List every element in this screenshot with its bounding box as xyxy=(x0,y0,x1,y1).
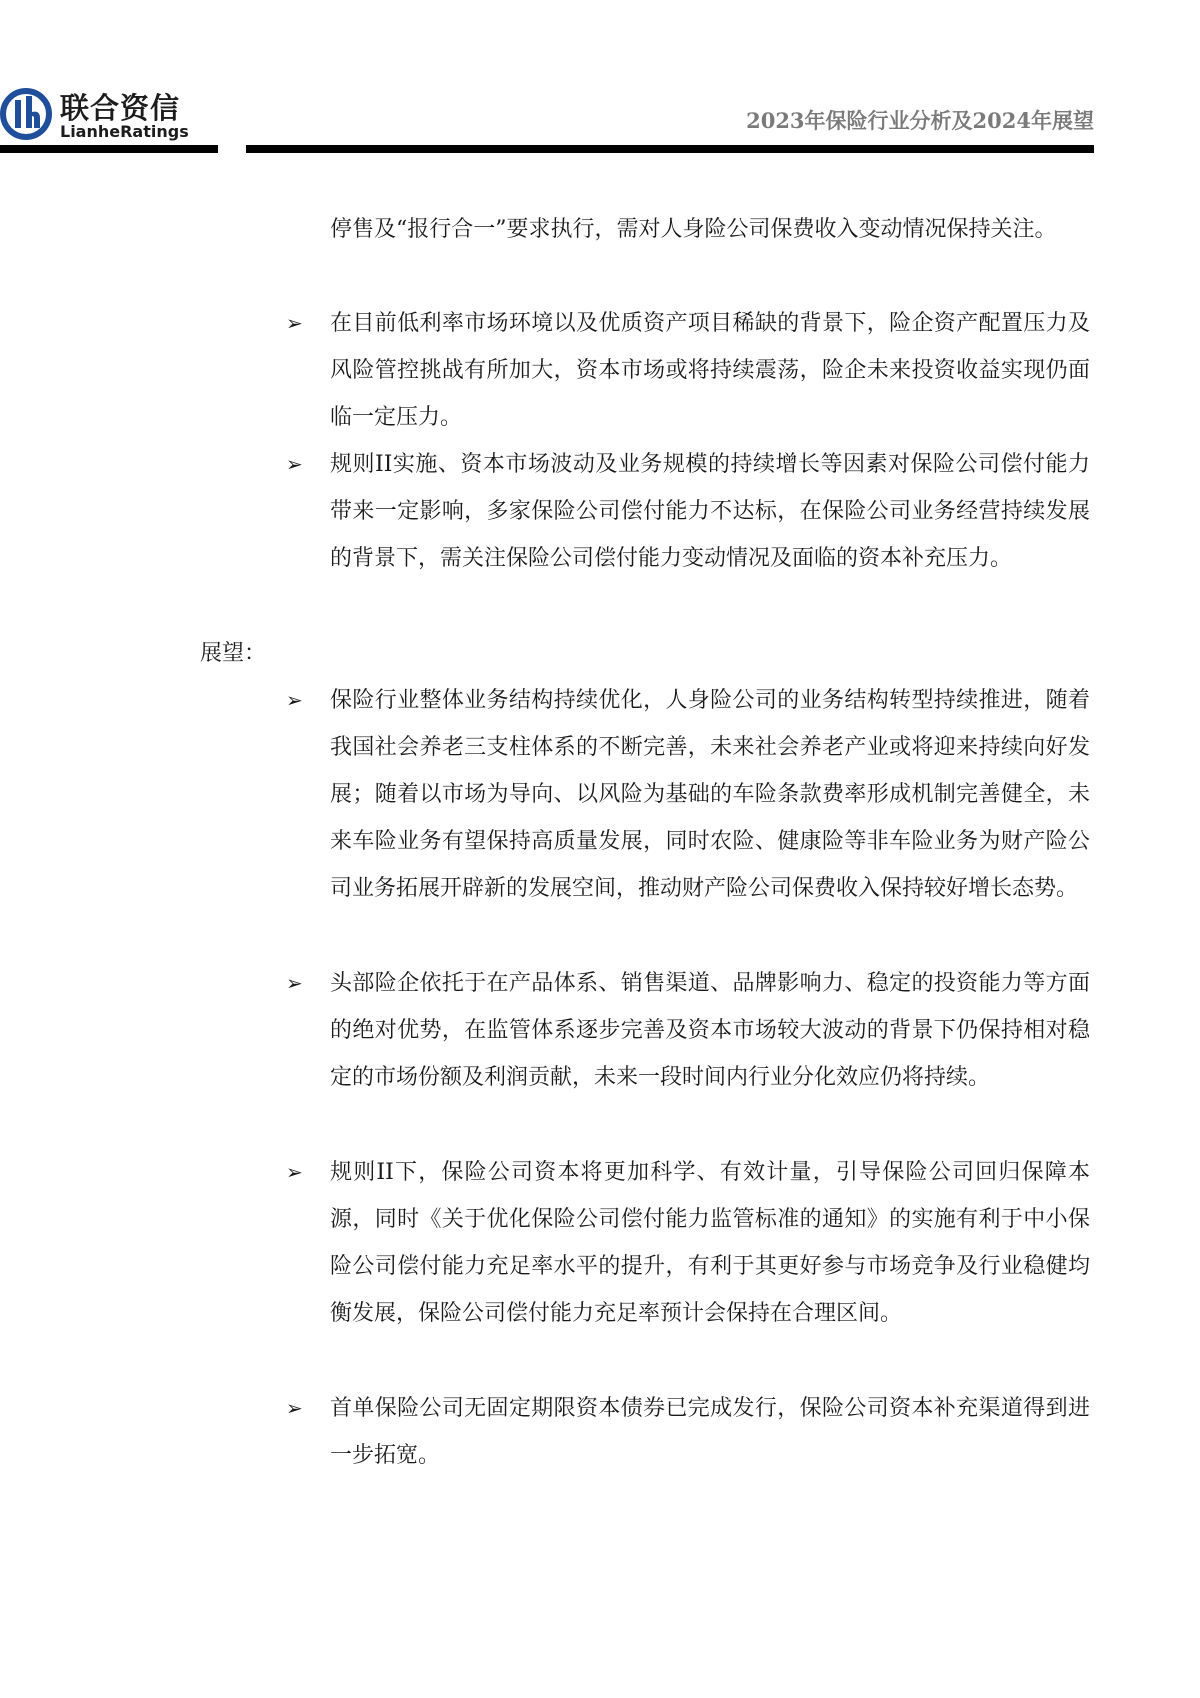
page-header xyxy=(0,0,1200,160)
outlook-heading: 展望： xyxy=(200,641,267,666)
header-rule-right xyxy=(246,145,1094,153)
arrowhead-bullet-icon: ➢ xyxy=(286,1396,303,1420)
logo-english-name: LianheRatings xyxy=(60,122,189,141)
arrowhead-bullet-icon: ➢ xyxy=(286,452,303,476)
lianhe-logo xyxy=(0,88,200,148)
arrowhead-bullet-icon: ➢ xyxy=(286,971,303,995)
outlook-item-1: 保险行业整体业务结构持续优化，人身险公司的业务结构转型持续推进，随着我国社会养老三支柱体系的不断完善，未来社会养老产业或将迎来持续向好发展；随着以市场为导向、以风险为基础的车险条款费率形成机制完善健全，未来车险业务有望保持高质量发展，同时农险、健康险等非车险业务为财产险公司业务拓展开辟新的发展空间，推动财产险公司保费收入保持较好增长态势。 xyxy=(330,688,1090,901)
continuation-paragraph: 停售及“报行合一”要求执行，需对人身险公司保费收入变动情况保持关注。 xyxy=(330,217,1057,242)
arrowhead-bullet-icon: ➢ xyxy=(286,1160,303,1184)
arrowhead-bullet-icon: ➢ xyxy=(286,688,303,712)
lianhe-ratings-logo-icon xyxy=(0,88,52,140)
risk-item-2: 规则II实施、资本市场波动及业务规模的持续增长等因素对保险公司偿付能力带来一定影响，多家保险公司偿付能力不达标，在保险公司业务经营持续发展的背景下，需关注保险公司偿付能力变动情况及面临的资本补充压力。 xyxy=(330,452,1090,571)
document-title: 2023年保险行业分析及2024年展望 xyxy=(746,108,1094,133)
outlook-item-4: 首单保险公司无固定期限资本债券已完成发行，保险公司资本补充渠道得到进一步拓宽。 xyxy=(330,1396,1090,1468)
outlook-item-3: 规则II下，保险公司资本将更加科学、有效计量，引导保险公司回归保障本源，同时《关于优化保险公司偿付能力监管标准的通知》的实施有利于中小保险公司偿付能力充足率水平的提升，有利于其更好参与市场竞争及行业稳健均衡发展，保险公司偿付能力充足率预计会保持在合理区间。 xyxy=(330,1160,1090,1326)
outlook-item-2: 头部险企依托于在产品体系、销售渠道、品牌影响力、稳定的投资能力等方面的绝对优势，在监管体系逐步完善及资本市场较大波动的背景下仍保持相对稳定的市场份额及利润贡献，未来一段时间内行业分化效应仍将持续。 xyxy=(330,971,1090,1090)
arrowhead-bullet-icon: ➢ xyxy=(286,311,303,335)
risk-item-1: 在目前低利率市场环境以及优质资产项目稀缺的背景下，险企资产配置压力及风险管控挑战有所加大，资本市场或将持续震荡，险企未来投资收益实现仍面临一定压力。 xyxy=(330,311,1090,430)
header-rule-left xyxy=(0,145,218,153)
logo-chinese-name: 联合资信 xyxy=(60,91,181,125)
